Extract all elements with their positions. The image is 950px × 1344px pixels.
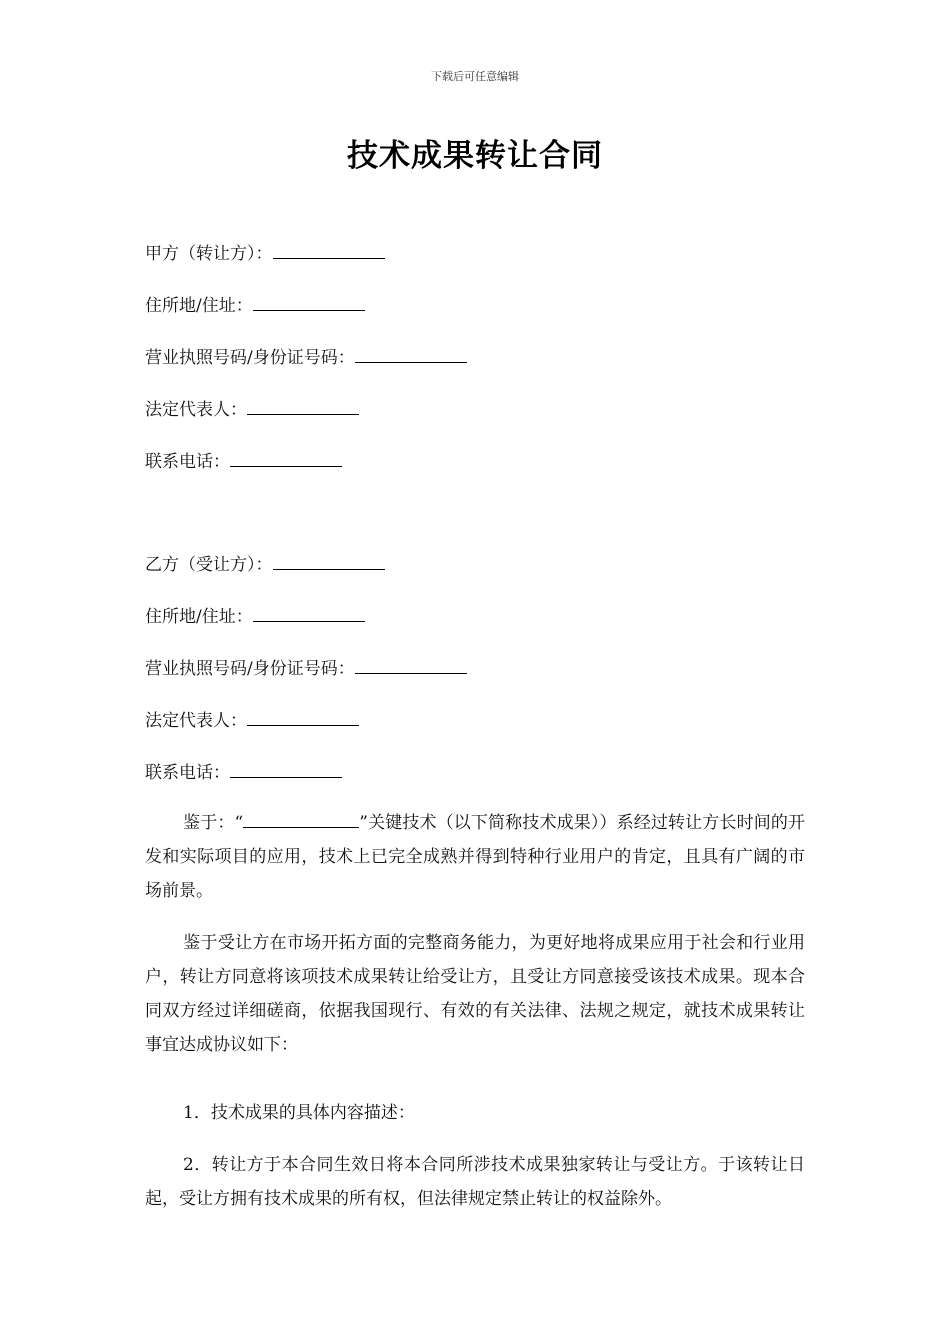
clause-1-text: 1．技术成果的具体内容描述： (183, 1103, 415, 1123)
party-a-phone-label: 联系电话： (145, 452, 230, 472)
party-b-address-label: 住所地/住址： (145, 607, 253, 627)
party-a-label: 甲方（转让方）： (145, 244, 273, 264)
party-b-representative-blank[interactable] (247, 709, 359, 726)
party-a-phone (145, 450, 342, 474)
party-a-representative-label: 法定代表人： (145, 400, 247, 420)
party-a-name-blank[interactable] (273, 242, 385, 259)
party-a-heading (145, 242, 385, 266)
party-b-license-blank[interactable] (355, 657, 467, 674)
party-a-address-blank[interactable] (253, 294, 365, 311)
party-a-license (145, 346, 467, 370)
clause-2 (145, 1148, 805, 1216)
party-b-phone (145, 761, 342, 785)
party-b-heading (145, 553, 385, 577)
party-b-representative (145, 709, 359, 733)
party-b-name-blank[interactable] (273, 553, 385, 570)
party-b-representative-label: 法定代表人： (145, 711, 247, 731)
recital-1 (145, 806, 805, 908)
party-b-phone-label: 联系电话： (145, 763, 230, 783)
document-title: 技术成果转让合同 (347, 138, 603, 174)
party-a-address-label: 住所地/住址： (145, 296, 253, 316)
party-a-phone-blank[interactable] (230, 450, 342, 467)
party-b-label: 乙方（受让方）： (145, 555, 273, 575)
party-b-license-label: 营业执照号码/身份证号码： (145, 659, 355, 679)
party-a-representative-blank[interactable] (247, 398, 359, 415)
header-note: 下载后可任意编辑 (431, 70, 519, 83)
party-a-representative (145, 398, 359, 422)
recital-2-text: 鉴于受让方在市场开拓方面的完整商务能力，为更好地将成果应用于社会和行业用户，转让方同意将该项技术成果转让给受让方，且受让方同意接受该技术成果。现本合同双方经过详细磋商，依据我国现行、有效的有关法律、法规之规定，就技术成果转让事宜达成协议如下： (145, 933, 805, 1055)
party-b-phone-blank[interactable] (230, 761, 342, 778)
party-b-address (145, 605, 365, 629)
recital-2 (145, 926, 805, 1062)
party-a-license-label: 营业执照号码/身份证号码： (145, 348, 355, 368)
party-b-address-blank[interactable] (253, 605, 365, 622)
recital-1-prefix: 鉴于：“ (183, 813, 244, 833)
technology-name-blank[interactable] (243, 811, 359, 828)
party-a-license-blank[interactable] (355, 346, 467, 363)
clause-2-text: 2．转让方于本合同生效日将本合同所涉技术成果独家转让与受让方。于该转让日起，受让方拥有技术成果的所有权，但法律规定禁止转让的权益除外。 (145, 1155, 805, 1209)
party-b-license (145, 657, 467, 681)
clause-1 (145, 1096, 805, 1130)
party-a-address (145, 294, 365, 318)
recital-1-text: ”关键技术（以下简称技术成果））系经过转让方长时间的开发和实际项目的应用，技术上已完全成熟并得到特种行业用户的肯定，且具有广阔的市场前景。 (145, 813, 805, 901)
